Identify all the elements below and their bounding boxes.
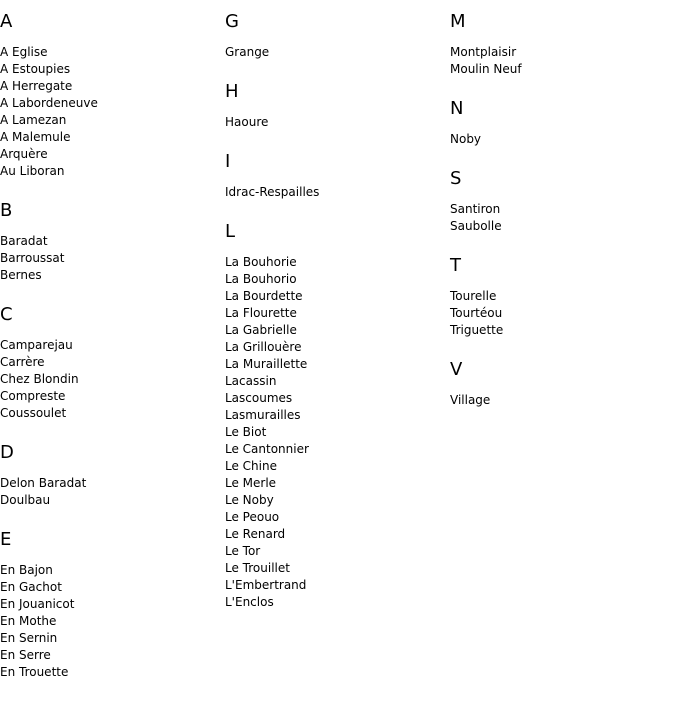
place-link[interactable]: En Serre xyxy=(0,648,51,662)
place-link[interactable]: Bernes xyxy=(0,268,42,282)
place-link[interactable]: Moulin Neuf xyxy=(450,62,522,76)
letter-group xyxy=(0,12,220,180)
list-item xyxy=(450,288,670,305)
list-item xyxy=(0,267,220,284)
letter-group xyxy=(450,360,670,409)
place-list xyxy=(225,114,445,131)
place-link[interactable]: Le Renard xyxy=(225,527,286,541)
letter-heading: V xyxy=(450,359,463,380)
place-link[interactable]: Arquère xyxy=(0,147,48,161)
place-link[interactable]: Coussoulet xyxy=(0,406,67,420)
place-link[interactable]: Triguette xyxy=(450,323,504,337)
list-item xyxy=(450,61,670,78)
place-link[interactable]: Baradat xyxy=(0,234,48,248)
letter-heading: E xyxy=(0,529,12,550)
list-item xyxy=(0,579,220,596)
list-item xyxy=(225,492,445,509)
place-list xyxy=(450,201,670,235)
list-item xyxy=(225,407,445,424)
list-item xyxy=(0,233,220,250)
index-column xyxy=(450,12,670,430)
letter-heading: C xyxy=(0,304,13,325)
place-link[interactable]: Santiron xyxy=(450,202,501,216)
list-item xyxy=(0,492,220,509)
list-item xyxy=(225,271,445,288)
letter-group xyxy=(0,443,220,509)
place-link[interactable]: Saubolle xyxy=(450,219,502,233)
list-item xyxy=(225,594,445,611)
place-link[interactable]: En Mothe xyxy=(0,614,57,628)
list-item xyxy=(0,371,220,388)
list-item xyxy=(225,458,445,475)
letter-group xyxy=(450,256,670,339)
place-list xyxy=(0,337,220,422)
place-link[interactable]: Montplaisir xyxy=(450,45,517,59)
place-link[interactable]: En Sernin xyxy=(0,631,58,645)
letter-heading: M xyxy=(450,11,466,32)
list-item xyxy=(225,339,445,356)
list-item xyxy=(450,392,670,409)
place-link[interactable]: Le Biot xyxy=(225,425,267,439)
place-list xyxy=(225,254,445,611)
place-list xyxy=(0,562,220,681)
list-item xyxy=(450,201,670,218)
place-link[interactable]: Delon Baradat xyxy=(0,476,87,490)
place-link[interactable]: A Herregate xyxy=(0,79,73,93)
letter-heading: I xyxy=(225,151,231,172)
place-link[interactable]: Grange xyxy=(225,45,270,59)
list-item xyxy=(225,577,445,594)
place-link[interactable]: Au Liboran xyxy=(0,164,65,178)
place-link[interactable]: Tourtéou xyxy=(450,306,503,320)
place-link[interactable]: Lasmurailles xyxy=(225,408,301,422)
list-item xyxy=(225,305,445,322)
index-column xyxy=(225,12,445,632)
place-link[interactable]: A Malemule xyxy=(0,130,71,144)
list-item xyxy=(225,526,445,543)
place-link[interactable]: A Labordeneuve xyxy=(0,96,98,110)
place-link[interactable]: Le Peouo xyxy=(225,510,280,524)
place-link[interactable]: La Muraillette xyxy=(225,357,308,371)
place-link[interactable]: En Jouanicot xyxy=(0,597,75,611)
place-link[interactable]: En Bajon xyxy=(0,563,53,577)
list-item xyxy=(0,630,220,647)
place-link[interactable]: La Grillouère xyxy=(225,340,302,354)
letter-heading: D xyxy=(0,442,14,463)
list-item xyxy=(0,44,220,61)
letter-group xyxy=(225,152,445,201)
list-item xyxy=(0,596,220,613)
list-item xyxy=(225,356,445,373)
place-link[interactable]: Le Chine xyxy=(225,459,277,473)
letter-group xyxy=(0,201,220,284)
letter-group xyxy=(450,99,670,148)
list-item xyxy=(225,288,445,305)
list-item xyxy=(225,543,445,560)
list-item xyxy=(225,44,445,61)
list-item xyxy=(0,562,220,579)
place-link[interactable]: Chez Blondin xyxy=(0,372,79,386)
list-item xyxy=(225,475,445,492)
place-list xyxy=(450,288,670,339)
place-link[interactable]: Tourelle xyxy=(450,289,497,303)
letter-heading: T xyxy=(450,255,461,276)
place-link[interactable]: En Trouette xyxy=(0,665,69,679)
list-item xyxy=(0,354,220,371)
list-item xyxy=(225,509,445,526)
place-link[interactable]: A Lamezan xyxy=(0,113,67,127)
place-link[interactable]: La Bouhorio xyxy=(225,272,297,286)
place-link[interactable]: Le Noby xyxy=(225,493,274,507)
list-item xyxy=(225,184,445,201)
place-list xyxy=(0,233,220,284)
list-item xyxy=(450,305,670,322)
list-item xyxy=(0,388,220,405)
place-list xyxy=(0,44,220,180)
letter-group xyxy=(225,12,445,61)
list-item xyxy=(0,129,220,146)
place-link[interactable]: Barroussat xyxy=(0,251,65,265)
place-link[interactable]: Noby xyxy=(450,132,482,146)
place-link[interactable]: A Eglise xyxy=(0,45,48,59)
place-link[interactable]: La Bouhorie xyxy=(225,255,297,269)
place-link[interactable]: Le Cantonnier xyxy=(225,442,309,456)
list-item xyxy=(0,78,220,95)
list-item xyxy=(0,475,220,492)
list-item xyxy=(0,405,220,422)
list-item xyxy=(0,95,220,112)
place-list xyxy=(450,44,670,78)
letter-group xyxy=(450,12,670,78)
list-item xyxy=(0,664,220,681)
letter-group xyxy=(450,169,670,235)
place-list xyxy=(225,44,445,61)
place-link[interactable]: La Bourdette xyxy=(225,289,303,303)
place-link[interactable]: Lascoumes xyxy=(225,391,293,405)
list-item xyxy=(0,337,220,354)
place-link[interactable]: L'Enclos xyxy=(225,595,274,609)
list-item xyxy=(0,250,220,267)
place-link[interactable]: La Flourette xyxy=(225,306,297,320)
list-item xyxy=(225,560,445,577)
list-item xyxy=(225,424,445,441)
letter-heading: H xyxy=(225,81,239,102)
place-list xyxy=(0,475,220,509)
list-item xyxy=(225,390,445,407)
list-item xyxy=(0,613,220,630)
place-link[interactable]: A Estoupies xyxy=(0,62,71,76)
place-link[interactable]: La Gabrielle xyxy=(225,323,297,337)
place-link[interactable]: Le Merle xyxy=(225,476,277,490)
list-item xyxy=(450,131,670,148)
place-link[interactable]: Camparejau xyxy=(0,338,73,352)
list-item xyxy=(0,163,220,180)
list-item xyxy=(225,373,445,390)
list-item xyxy=(0,146,220,163)
place-link[interactable]: L'Embertrand xyxy=(225,578,307,592)
place-list xyxy=(450,131,670,148)
index-column xyxy=(0,12,220,702)
place-link[interactable]: Village xyxy=(450,393,491,407)
place-link[interactable]: Haoure xyxy=(225,115,269,129)
place-link[interactable]: En Gachot xyxy=(0,580,62,594)
list-item xyxy=(450,44,670,61)
list-item xyxy=(0,61,220,78)
letter-group xyxy=(0,530,220,681)
list-item xyxy=(0,112,220,129)
place-list xyxy=(450,392,670,409)
place-link[interactable]: Le Trouillet xyxy=(225,561,290,575)
place-link[interactable]: Compreste xyxy=(0,389,66,403)
list-item xyxy=(450,218,670,235)
place-list xyxy=(225,184,445,201)
place-link[interactable]: Carrère xyxy=(0,355,45,369)
list-item xyxy=(450,322,670,339)
list-item xyxy=(225,322,445,339)
place-link[interactable]: Le Tor xyxy=(225,544,261,558)
letter-group xyxy=(225,82,445,131)
letter-heading: B xyxy=(0,200,13,221)
list-item xyxy=(0,647,220,664)
letter-heading: S xyxy=(450,168,462,189)
letter-heading: G xyxy=(225,11,239,32)
place-link[interactable]: Lacassin xyxy=(225,374,277,388)
letter-heading: L xyxy=(225,221,236,242)
letter-group xyxy=(225,222,445,611)
list-item xyxy=(225,114,445,131)
letter-heading: A xyxy=(0,11,13,32)
place-link[interactable]: Idrac-Respailles xyxy=(225,185,320,199)
letter-heading: N xyxy=(450,98,464,119)
place-link[interactable]: Doulbau xyxy=(0,493,51,507)
list-item xyxy=(225,441,445,458)
list-item xyxy=(225,254,445,271)
letter-group xyxy=(0,305,220,422)
